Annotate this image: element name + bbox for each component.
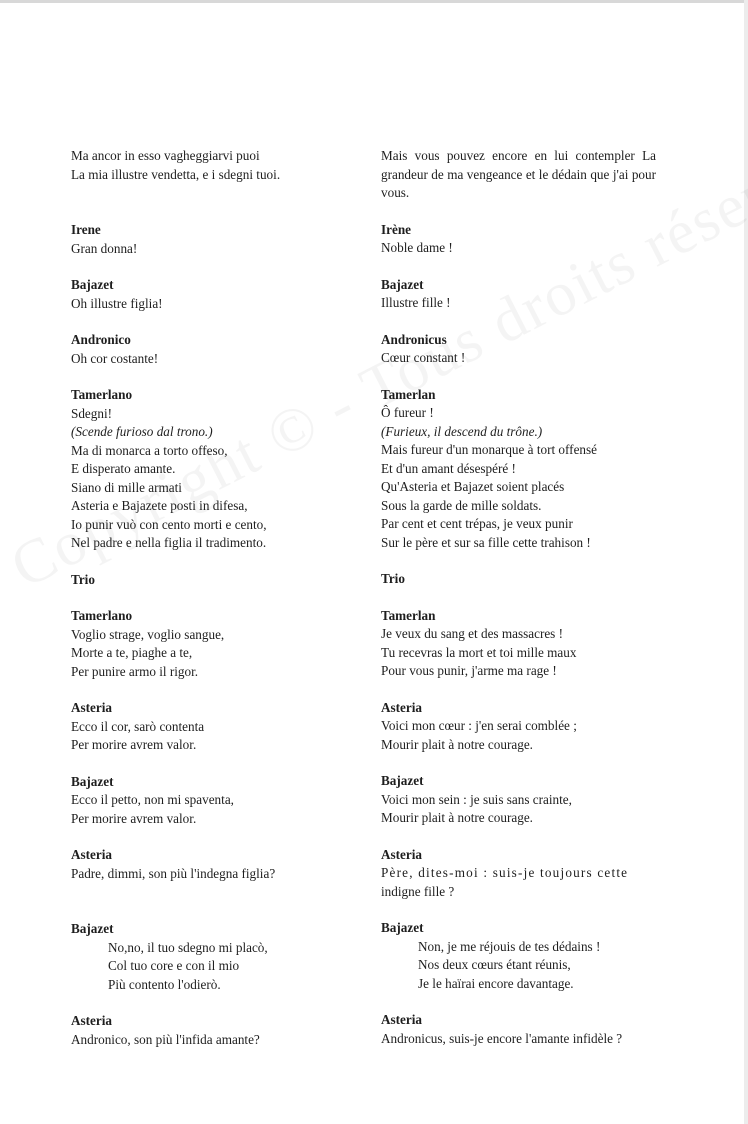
text-line: Voglio strage, voglio sangue, (71, 626, 225, 642)
text-line: Mais fureur d'un monarque à tort offensé (381, 442, 597, 457)
dialogue-block (381, 772, 656, 828)
speaker-name: Asteria (71, 847, 113, 862)
speaker-name: Asteria (381, 699, 423, 715)
dialogue-block (381, 276, 656, 313)
speaker-name: Andronicus (381, 331, 447, 347)
stage-direction: (Scende furioso dal trono.) (71, 424, 213, 439)
speaker-name: Bajazet (71, 921, 114, 936)
page-top-edge (0, 0, 748, 3)
text-line: Mourir plait à notre courage. (381, 810, 533, 825)
speaker-name: Bajazet (381, 920, 424, 935)
text-line: Nos deux cœurs étant réunis, (418, 957, 571, 972)
text-line: Par cent et cent trépas, je veux punir (381, 516, 573, 531)
text-line: Andronico, son più l'infida amante? (71, 1031, 260, 1047)
text-line: Nel padre e nella figlia il tradimento. (71, 535, 267, 550)
speaker-name: Asteria (71, 1013, 113, 1028)
text-line: Tu recevras la mort et toi mille maux (381, 644, 577, 660)
dialogue-block (71, 846, 356, 883)
dialogue-block (381, 1011, 656, 1048)
dialogue-block (381, 919, 656, 993)
dialogue-block (71, 386, 356, 553)
french-intro: Mais vous pouvez encore en lui contempler La grandeur de ma vengeance et le dédain que j'ai pour vous. (381, 148, 656, 200)
text-line: Mourir plait à notre courage. (381, 736, 533, 752)
text-line: Morte a te, piaghe a te, (71, 645, 193, 660)
trio-heading: Trio (381, 571, 405, 586)
speaker-name: Tamerlan (381, 607, 436, 623)
speaker-name: Bajazet (381, 276, 424, 292)
page-right-edge (744, 0, 748, 1124)
speaker-name: Tamerlano (71, 387, 133, 402)
text-line: Col tuo core e con il mio (108, 958, 240, 973)
text-line: Ma ancor in esso vagheggiarvi puoi (71, 148, 260, 163)
text-line: Gran donna! (71, 240, 138, 256)
speaker-name: Tamerlan (381, 386, 436, 402)
text-line: Sous la garde de mille soldats. (381, 497, 542, 513)
dialogue-block (381, 221, 656, 258)
text-line: Oh cor costante! (71, 350, 159, 366)
italian-intro (71, 147, 356, 184)
speaker-name: Tamerlano (71, 608, 133, 623)
trio-heading: Trio (71, 571, 95, 587)
text-line: Ecco il cor, sarò contenta (71, 718, 205, 734)
text-line: Ma di monarca a torto offeso, (71, 442, 228, 458)
dialogue-block (381, 331, 656, 368)
dialogue-block (71, 221, 356, 258)
speaker-name: Bajazet (71, 773, 114, 789)
text-line: Asteria e Bajazete posti in difesa, (71, 498, 248, 513)
speaker-name: Asteria (71, 700, 113, 715)
dialogue-block (71, 773, 356, 829)
text-line: Per punire armo il rigor. (71, 663, 199, 679)
text-line: Per morire avrem valor. (71, 737, 197, 752)
text-line: Ecco il petto, non mi spaventa, (71, 792, 234, 807)
speaker-name: Bajazet (71, 277, 114, 292)
text-line: Oh illustre figlia! (71, 295, 163, 311)
text-line: Sur le père et sur sa fille cette trahison ! (381, 534, 591, 550)
dialogue-block (71, 331, 356, 368)
text-line: Je veux du sang et des massacres ! (381, 626, 564, 641)
text-line: Voici mon sein : je suis sans crainte, (381, 791, 572, 807)
speaker-name: Andronico (71, 332, 131, 347)
text-line: Voici mon cœur : j'en serai comblée ; (381, 718, 577, 733)
text-line: Andronicus, suis-je encore l'amante infidèle ? (381, 1030, 623, 1046)
text-line: Père, dites-moi : suis-je toujours cette (381, 865, 629, 880)
text-line: Non, je me réjouis de tes dédains ! (418, 938, 601, 954)
speaker-name: Asteria (381, 846, 423, 862)
dialogue-block (71, 276, 356, 313)
text-line: indigne fille ? (381, 883, 455, 899)
text-line: Padre, dimmi, son più l'indegna figlia? (71, 865, 276, 881)
french-column (381, 147, 656, 1048)
text-line: Noble dame ! (381, 240, 453, 255)
dialogue-block (381, 607, 656, 681)
text-line: Et d'un amant désespéré ! (381, 460, 516, 476)
text-line: Ô fureur ! (381, 405, 434, 420)
dialogue-block (381, 386, 656, 553)
dialogue-block (71, 699, 356, 755)
dialogue-block (71, 1012, 356, 1049)
text-line: La mia illustre vendetta, e i sdegni tuoi. (71, 166, 281, 182)
text-line: No,no, il tuo sdegno mi placò, (108, 939, 268, 955)
text-line: Siano di mille armati (71, 479, 182, 495)
text-line: Illustre fille ! (381, 295, 451, 310)
dialogue-block (381, 846, 656, 902)
text-line: Io punir vuò con cento morti e cento, (71, 516, 267, 532)
text-line: E disperato amante. (71, 461, 176, 476)
text-line: Qu'Asteria et Bajazet soient placés (381, 479, 565, 494)
speaker-name: Irène (381, 221, 412, 237)
speaker-name: Irene (71, 222, 101, 237)
text-line: Pour vous punir, j'arme ma rage ! (381, 663, 557, 678)
text-line: Cœur constant ! (381, 350, 466, 365)
text-line: Più contento l'odierò. (108, 976, 221, 992)
text-line: Sdegni! (71, 405, 113, 421)
dialogue-block (71, 920, 356, 994)
italian-column (71, 147, 356, 1049)
speaker-name: Asteria (381, 1012, 423, 1027)
speaker-name: Bajazet (381, 773, 424, 788)
dialogue-block (71, 607, 356, 681)
text-line: Per morire avrem valor. (71, 810, 197, 826)
section-heading (381, 570, 656, 589)
dialogue-block (381, 699, 656, 755)
text-line: Je le haïrai encore davantage. (418, 975, 574, 991)
stage-direction: (Furieux, il descend du trône.) (381, 423, 543, 439)
section-heading (71, 571, 356, 590)
